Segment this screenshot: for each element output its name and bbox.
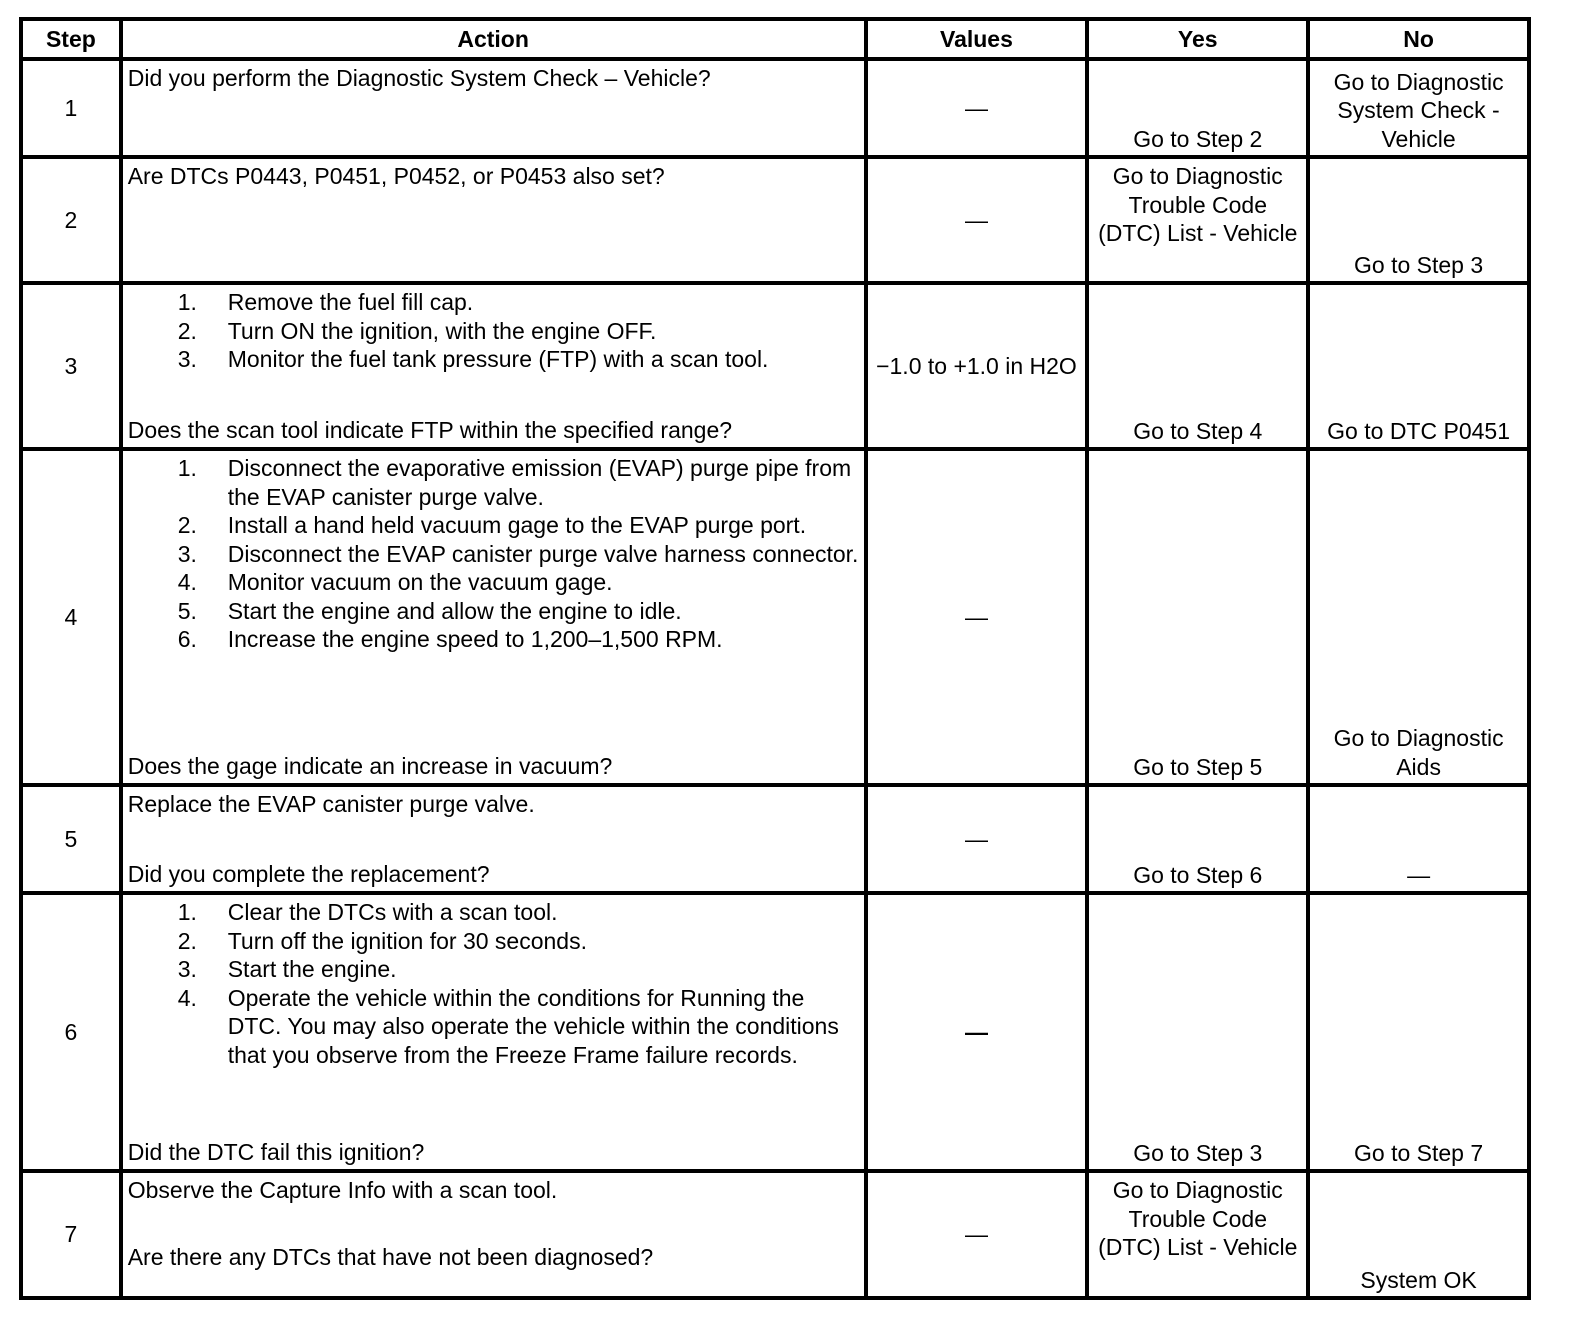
value-cell: — [866, 449, 1088, 785]
procedure-item: 3. Disconnect the EVAP canister purge valve harness connector. [177, 540, 859, 567]
no-cell: — [1308, 785, 1529, 893]
action-question: Did the DTC fail this ignition? [127, 1138, 425, 1165]
procedure-item: 3. Monitor the fuel tank pressure (FTP) with a scan tool. [177, 346, 769, 372]
value-cell: — [866, 785, 1088, 893]
yes-cell: Go to Step 2 [1087, 59, 1308, 157]
header-yes: Yes [1087, 19, 1308, 59]
procedure-list [128, 288, 859, 374]
procedure-item: 1. Disconnect the evaporative emission (EVAP) purge pipe from the EVAP canister purge valve. [177, 455, 852, 510]
no-cell: Go to DTC P0451 [1308, 283, 1529, 449]
yes-cell: Go to Diagnostic Trouble Code (DTC) List - Vehicle [1087, 157, 1308, 283]
no-cell: Go to Diagnostic Aids [1308, 449, 1529, 785]
no-cell: Go to Diagnostic System Check - Vehicle [1308, 59, 1529, 157]
action-question: Are there any DTCs that have not been diagnosed? [127, 1243, 654, 1270]
procedure-item: 5. Start the engine and allow the engine to idle. [177, 597, 682, 624]
procedure-list [128, 454, 859, 654]
header-row [21, 19, 1529, 59]
value-cell: — [866, 157, 1088, 283]
procedure-item: 3. Start the engine. [177, 956, 397, 982]
procedure-item: 6. Increase the engine speed to 1,200–1,500 RPM. [177, 626, 723, 652]
yes-cell: Go to Step 6 [1087, 785, 1308, 893]
value-cell: — [866, 59, 1088, 157]
diagnostic-table [19, 17, 1531, 1300]
table-row [21, 59, 1529, 157]
table-row [21, 157, 1529, 283]
table-row [21, 893, 1529, 1171]
table-row [21, 1171, 1529, 1298]
step-number: 7 [21, 1171, 121, 1298]
action-question: Does the scan tool indicate FTP within the specified range? [127, 416, 733, 443]
action-question: Are DTCs P0443, P0451, P0452, or P0453 also set? [127, 163, 665, 189]
step-number: 6 [21, 893, 121, 1171]
procedure-item: 2. Turn off the ignition for 30 seconds. [177, 927, 587, 954]
step-number: 3 [21, 283, 121, 449]
procedure-item: 2. Turn ON the ignition, with the engine OFF. [177, 317, 657, 344]
table-row [21, 785, 1529, 893]
step-number: 4 [21, 449, 121, 785]
step-number: 2 [21, 157, 121, 283]
header-action: Action [121, 19, 866, 59]
action-question: Does the gage indicate an increase in vacuum? [127, 752, 613, 779]
step-number: 1 [21, 59, 121, 157]
value-cell: — [866, 893, 1088, 1171]
action-cell [121, 785, 866, 893]
action-cell [121, 59, 866, 157]
action-intro: Replace the EVAP canister purge valve. [127, 791, 535, 817]
action-cell [121, 893, 866, 1171]
header-no: No [1308, 19, 1529, 59]
no-cell: System OK [1308, 1171, 1529, 1298]
header-step: Step [21, 19, 121, 59]
procedure-item: 4. Monitor vacuum on the vacuum gage. [177, 569, 613, 595]
value-cell: −1.0 to +1.0 in H2O [866, 283, 1088, 449]
action-cell [121, 449, 866, 785]
yes-cell: Go to Step 3 [1087, 893, 1308, 1171]
table-row [21, 283, 1529, 449]
header-values: Values [866, 19, 1088, 59]
yes-cell: Go to Diagnostic Trouble Code (DTC) List - Vehicle [1087, 1171, 1308, 1298]
procedure-item: 4. Operate the vehicle within the conditions for Running the DTC. You may also operate the vehicle within the conditions that you observe from the Freeze Frame failure records. [177, 984, 839, 1068]
action-question: Did you perform the Diagnostic System Check – Vehicle? [127, 65, 711, 91]
procedure-list [128, 898, 859, 1069]
action-cell [121, 157, 866, 283]
yes-cell: Go to Step 5 [1087, 449, 1308, 785]
procedure-item: 2. Install a hand held vacuum gage to the EVAP purge port. [177, 512, 807, 538]
action-question: Did you complete the replacement? [127, 860, 490, 887]
procedure-item: 1. Remove the fuel fill cap. [177, 289, 474, 315]
no-cell: Go to Step 3 [1308, 157, 1529, 283]
step-number: 5 [21, 785, 121, 893]
action-intro: Observe the Capture Info with a scan tool. [127, 1177, 558, 1203]
yes-cell: Go to Step 4 [1087, 283, 1308, 449]
action-content [128, 1176, 859, 1293]
value-cell: — [866, 1171, 1088, 1298]
procedure-item: 1. Clear the DTCs with a scan tool. [177, 899, 558, 925]
action-cell [121, 1171, 866, 1298]
action-cell [121, 283, 866, 449]
no-cell: Go to Step 7 [1308, 893, 1529, 1171]
table-row [21, 449, 1529, 785]
